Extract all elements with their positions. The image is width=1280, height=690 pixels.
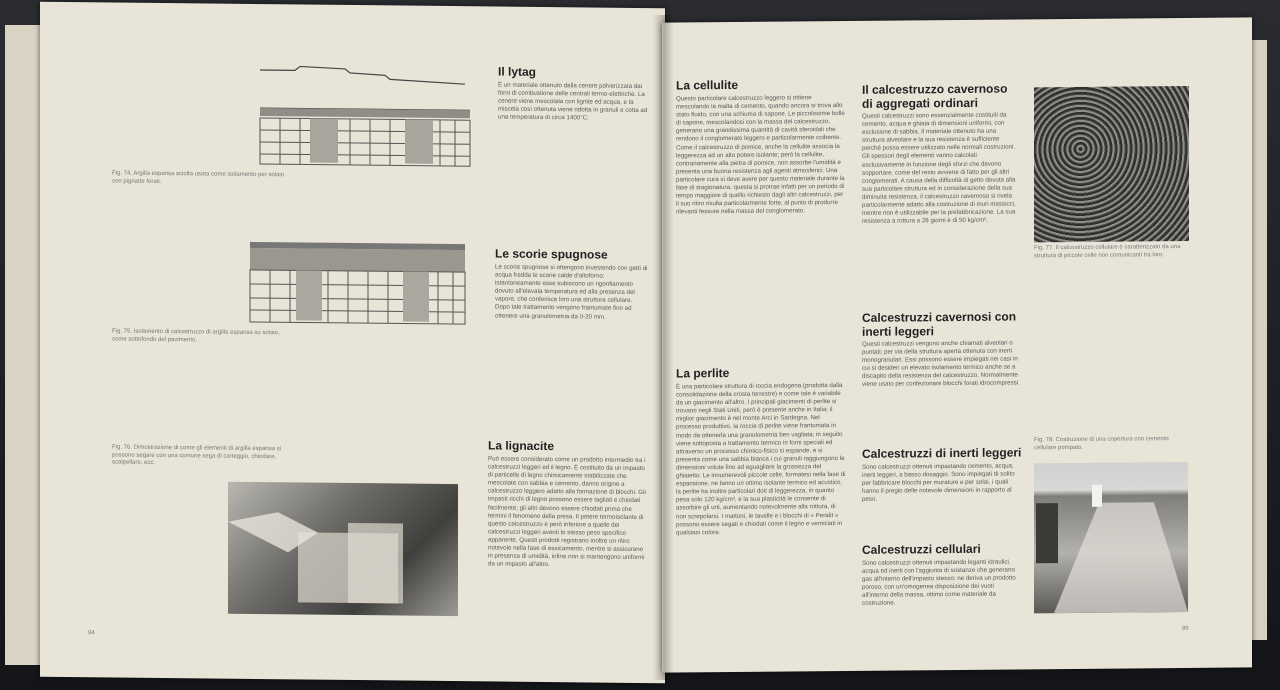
figure-74-drawing xyxy=(255,62,473,174)
heading-lytag: Il lytag xyxy=(498,64,537,79)
text-perlite: È una particolare struttura di roccia endogena (prodotta dalla consolidazione della crosta terrestre) e come tale è variabile da un giacimento all'altro. I principali giacimenti di perlite si trovano negli Stati Uniti, però è presente anche in Italia; il miglior giacimento è nel monte Arci in Sardegna. Nel processo produttivo, la roccia di perlite viene frantumata in modo da ottenerla una granulometria ben vagliata; in seguito viene sottoposta a trattamento termico in forni speciali ed attraverso un processo chimico-fisico si espande, e si presenta come una sabbia bianca i cui granuli raggiungono le dimensioni volute fino ad eguagliare la grossezza del ghiaietto. Le innumerevoli piccole celle, formatesi nella fase di espansione, ne fanno un ottimo isolante termico ed acustico, la perlite ha inoltre particolari doti di leggerezza, in quanto pesa solo 120 kg/cm³, e la sua plasticità le consente di assorbire gli urti, aumentando notevolmente alla rottura, di non screpolarsi. I mattoni, le tavelle e i blocchi di « Peralit » possono essere segati e chiodati come il legno e verniciati in qualsiasi colore. xyxy=(676,381,846,537)
book-gutter-shadow xyxy=(652,15,674,680)
heading-lignacite: La lignacite xyxy=(488,438,555,454)
text-calcestruzzi-cellulari: Sono calcestruzzi ottenuti impastando leganti idraulici, acqua ed inerti con l'aggiunta di sostanze che generano gas all'interno dell'impasto stesso; ne deriva un prodotto poroso, con un'omogenea disposizione dei vuoti all'interno della massa, ottimo come materiale da costruzione. xyxy=(862,558,1016,608)
figure-78-caption: Fig. 78. Costruzione di una copertura con cemento cellulare pompato. xyxy=(1034,436,1169,451)
figure-77-caption: Fig. 77. Il calcestruzzo cellulare è caratterizzato da una struttura di piccole celle non comunicanti tra loro. xyxy=(1034,244,1181,259)
left-page xyxy=(40,2,665,684)
page-number-right: 95 xyxy=(1182,625,1189,633)
right-page xyxy=(662,17,1252,672)
heading-cellulite: La cellulite xyxy=(676,77,739,93)
text-lytag: È un materiale ottenuto dalla cenere polverizzata dai forni di combustione delle centrali termo-elettriche. La cenere viene mescolata con lignite ed acqua, e la miscela così ottenuta viene ridotta in granuli e cotta ad una temperatura di circa 1400°C. xyxy=(498,81,648,122)
text-lignacite: Può essere considerato come un prodotto intermedio tra i calcestruzzi leggeri ed il legno. È costituito da un impasto di particelle di legno chimicamente stabilizzate che mescolate con sabbia e cemento, danno origine a calcestruzzo leggero adatto alla formazione di blocchi. Gli impasti ricchi di legno possono essere tagliati e chiodati facilmente; gli altri devono essere chiodati prima che termini il fenomeno della presa. Il potere termoisolante di questo calcestruzzo è però inferiore a quelle dei calcestruzzi leggeri aventi lo stesso peso specifico apparente. Questi prodotti registrano inoltre un ritiro notevole nella fase di essicamento, mentre si assicurano in presenza di umidità, infine non si mantengono uniformi da un impasto all'altro. xyxy=(488,455,646,569)
heading-cavernosi-inerti-leggeri: Calcestruzzi cavernosi con inerti leggeri xyxy=(862,309,1017,339)
heading-inerti-leggeri: Calcestruzzi di inerti leggeri xyxy=(862,445,1022,461)
text-cellulite: Questo particolare calcestruzzo leggero si ottiene mescolando la malta di cemento, quando ancora si trova allo stato fluido, con una schiuma di sapone. Le piccolissime bolle di sapone, mescolandosi con la massa del calcestruzzo, generano una grandissima quantità di cavità sferoidali che rendono il conglomerato leggero e particolarmente coibente. Come il calcestruzzo di pomice, anche la cellulite associa la leggerezza ad un alto potere isolante; però la cellulite, contrariamente alla pietra di pomice, non assorbe l'umidità e presenta una buona resistenza agli agenti atmosferici. Una particolare cura si deve avere per questo materiale durante la fase di stagionatura, questa si protrae infatti per un periodo di tempo maggiore di quello richiesto dagli altri calcestruzzi, per il suo ritiro risulta particolarmente forte, al punto di produrre rilevanti fessure nella massa del conglomerato. xyxy=(676,94,845,216)
text-scorie-spugnose: Le scorie spugnose si ottengono investendo con getti di acqua fredda le scorie calde d'altoforno: istantaneamente esse subiscono un rigonfiamento dovuto all'elevata temperatura ed alla presenza del vapore, che conferisce loro una struttura cellulare. Dopo tale trattamento vengono frantumate fino ad ottenere una granulometria da 0-20 mm. xyxy=(495,263,648,321)
text-cavernosi-inerti-leggeri: Questi calcestruzzi vengono anche chiamati alveolari o puntati; per via della struttura aperta ottenuta con inerti monogranulari. Essi possono essere impiegati nei casi in cui si desideri un elevato isolamento termico anche se a discapito della resistenza del calcestruzzo. Normalmente viene usato per confezionare blocchi forati idrocompressi. xyxy=(862,339,1020,389)
heading-scorie-spugnose: Le scorie spugnose xyxy=(495,246,608,262)
text-inerti-leggeri: Sono calcestruzzi ottenuti impastando cemento, acqua, inerti leggeri, a basso dosaggio. Sono impiegati di solito per fabbricare blocchi per murature e per solai, i quali hanno il pregio delle notevole dimensioni in rapporto al peso. xyxy=(862,462,1015,504)
figure-75-drawing xyxy=(248,240,468,332)
figure-77-photo xyxy=(1034,86,1189,242)
heading-calcestruzzo-cavernoso: Il calcestruzzo cavernoso di aggregati ordinari xyxy=(862,81,1008,111)
figure-76-photo xyxy=(228,482,458,616)
figure-78-photo xyxy=(1034,462,1188,613)
figure-75-caption: Fig. 75. Isolamento di calcestruzzo di argilla espansa su solaio, come sottofondo del pavimento. xyxy=(112,328,280,343)
figure-74-caption: Fig. 74. Argilla espansa sciolta usata come isolamento per solaio con pignatte forati. xyxy=(112,170,285,185)
heading-perlite: La perlite xyxy=(676,365,730,381)
text-calcestruzzo-cavernoso: Questi calcestruzzi sono essenzialmente costituiti da cemento, acqua e ghiaia di dimensioni uniformi, con esclusione di sabbia. Il materiale ottenuto ha una struttura alveolare e la sua resistenza è sufficiente perché possa essere utilizzato nelle normali costruzioni. Gli spessori degli elementi vanno calcolati esclusivamente in funzione degli sforzi che devono sopportare, come del resto avviene di fatto per gli altri conglomerati. A causa della difficoltà di getto dovuta alla sua particolare struttura ed in considerazione della sua diminuita resistenza, il calcestruzzo cavernoso si rivela particolarmente adatto alla costruzione di muri massicci, mentre non è utilizzabile per la prefabbricazione. La sua resistenza a rottura a 28 giorni è di 50 kg/cm². xyxy=(862,111,1016,226)
figure-76-caption: Fig. 76. Dimostrazione di come gli elementi di argilla espansa si possono segare con una comune sega di carteggio, chiodare, scalpellare, ecc. xyxy=(112,444,282,467)
page-number-left: 94 xyxy=(88,630,95,637)
heading-calcestruzzi-cellulari: Calcestruzzi cellulari xyxy=(862,541,981,557)
